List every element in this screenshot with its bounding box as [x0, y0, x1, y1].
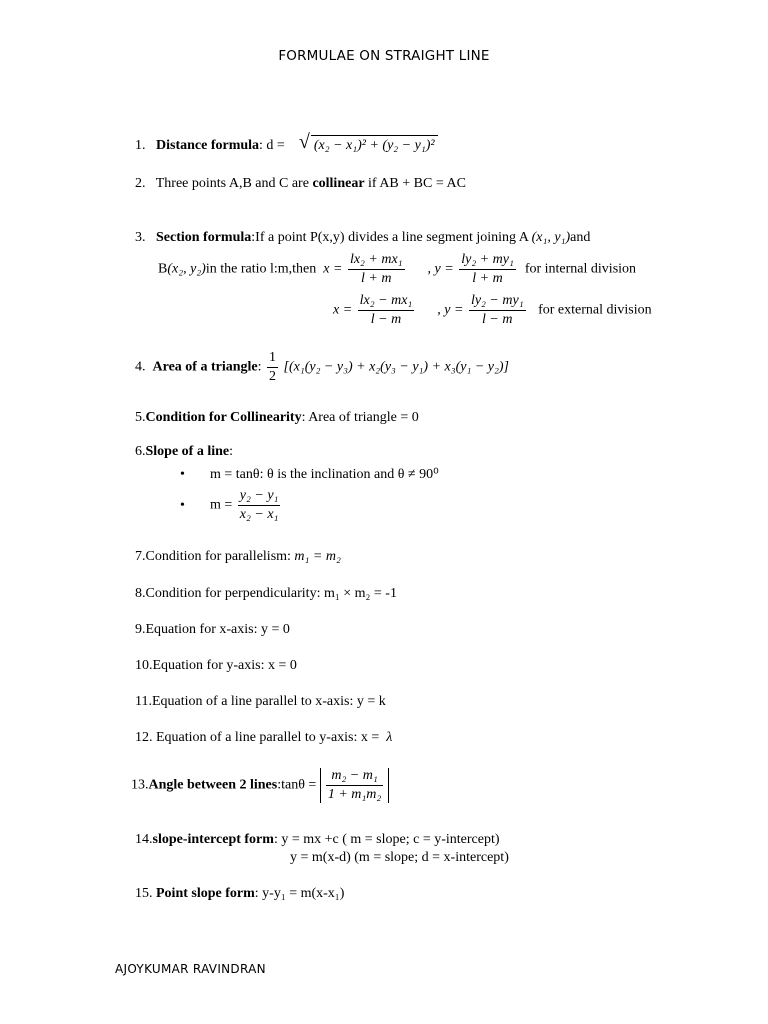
item-section-formula: 3. Section formula:If a point P(x,y) divides a line segment joining A (x₁, y₁)and — [135, 230, 591, 245]
section-external: x = $\frac{\text{lx₂ − mx₁}}{l - m}$ , y = $\frac{\text{ly₂ − my₁}}{l - m}$ for external division — [333, 293, 652, 327]
item-y-axis: 10.Equation for y-axis: x = 0 — [135, 658, 297, 673]
slope-intercept-line2: y = m(x-d) (m = slope; d = x-intercept) — [290, 850, 509, 865]
fraction: $\frac{\text{y₂ − y₁}}{\text{x₂ − x₁}}$ — [239, 488, 279, 522]
page-title: FORMULAE ON STRAIGHT LINE — [278, 48, 490, 64]
item-perpendicularity: 8.Condition for perpendicularity: m₁ × m₂ = -1 — [135, 586, 397, 601]
item-parallel-x: 11.Equation of a line parallel to x-axis: y = k — [135, 694, 386, 709]
section-internal: B(x₂, y₂)in the ratio l:m,then x = $\frac{\text{lx₂ + mx₁}}{l + m}$ , y = $\frac{\text{ly₂ + my₁}}{l + m}$ for internal division — [158, 252, 637, 286]
item-parallel-y: 12. Equation of a line parallel to y-axis: x = λ — [135, 730, 393, 745]
distance-radical: √ (x₂ − x₁)² + (y₂ − y₁)² — [299, 135, 438, 154]
item-angle-between-lines: 13.Angle between 2 lines:tanθ = $\frac{\text{m₂ − m₁}}{\text{1 + m₁m₂}}$ — [131, 768, 389, 803]
author-footer: AJOYKUMAR RAVINDRAN — [115, 962, 266, 976]
item-distance-formula: 1. Distance formula: d = √ (x₂ − x₁)² + (y₂ − y₁)² — [135, 135, 438, 154]
fraction: $\frac{\text{lx₂ + mx₁}}{l + m}$ — [349, 252, 403, 286]
slope-bullet-2: • m = $\frac{\text{y₂ − y₁}}{\text{x₂ − x₁}}$ — [180, 488, 279, 522]
item-point-slope: 15. Point slope form: y-y₁ = m(x-x₁) — [135, 886, 345, 901]
item-x-axis: 9.Equation for x-axis: y = 0 — [135, 622, 290, 637]
item-head: Distance formula — [156, 138, 260, 153]
item-slope: 6.Slope of a line: — [135, 444, 234, 459]
fraction-half: $\frac{1}{2}$ — [269, 350, 276, 384]
fraction: $\frac{\text{ly₂ − my₁}}{l - m}$ — [470, 293, 524, 327]
fraction: $\frac{\text{lx₂ − mx₁}}{l - m}$ — [359, 293, 413, 327]
item-area-triangle: 4. Area of a triangle: $\frac{1}{2}$ [(x₁(y₂ − y₃) + x₂(y₃ − y₁) + x₃(y₁ − y₂)] — [135, 350, 509, 384]
item-slope-intercept: 14.slope-intercept form: y = mx +c ( m = slope; c = y-intercept) — [135, 832, 500, 847]
fraction: $\frac{\text{ly₂ + my₁}}{l + m}$ — [461, 252, 514, 286]
slope-bullet-1: • m = tanθ: θ is the inclination and θ ≠ 90⁰ — [180, 467, 439, 482]
item-collinearity: 5.Condition for Collinearity: Area of triangle = 0 — [135, 410, 419, 425]
absolute-value: $\frac{\text{m₂ − m₁}}{\text{1 + m₁m₂}}$ — [320, 768, 389, 803]
item-collinear: 2. Three points A,B and C are collinear if AB + BC = AC — [135, 176, 466, 191]
item-parallelism: 7.Condition for parallelism: m₁ = m₂ — [135, 549, 341, 564]
